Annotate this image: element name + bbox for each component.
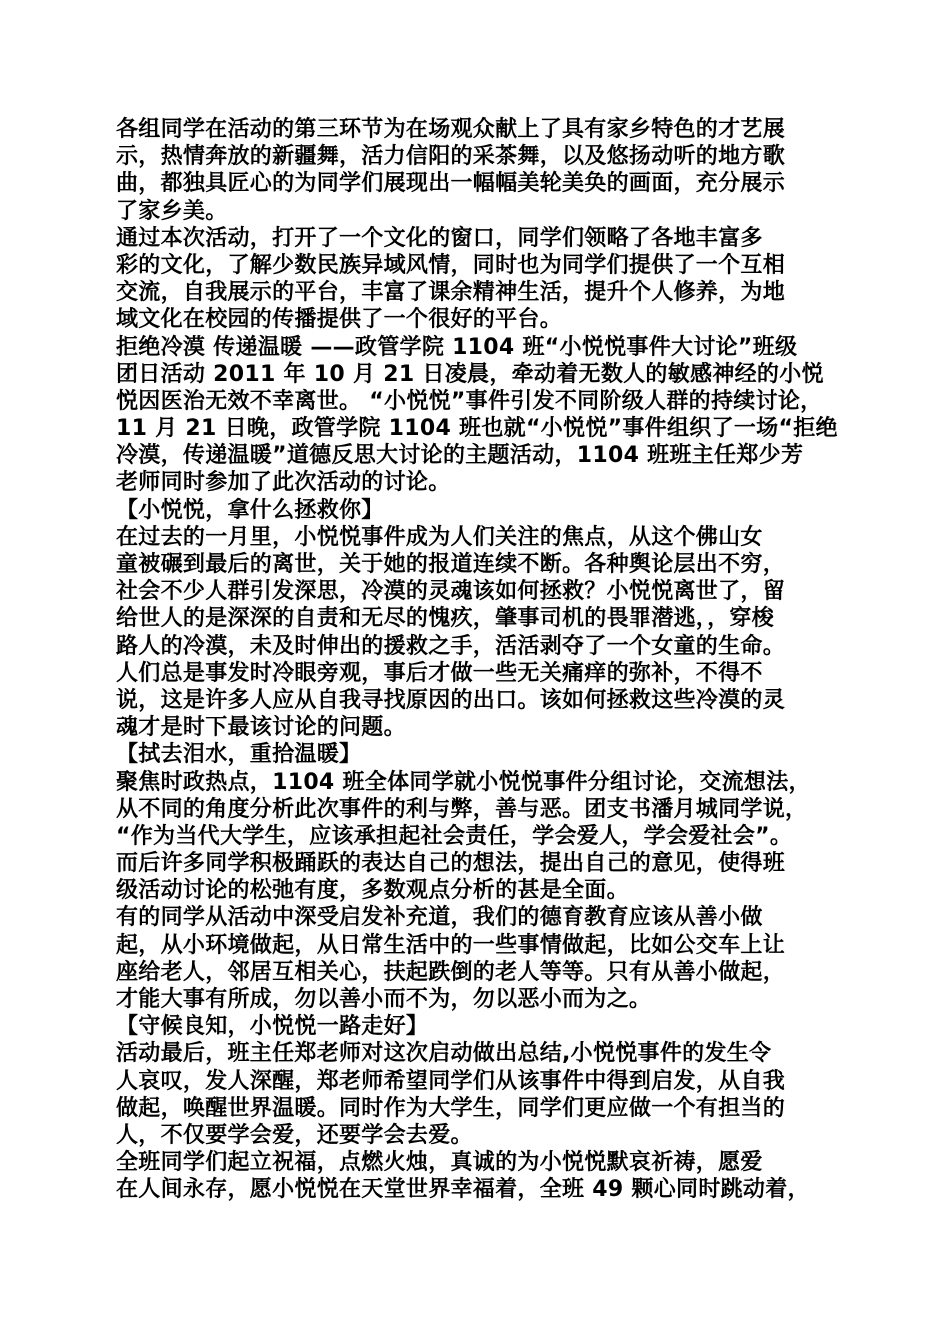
text-line: 曲，都独具匠心的为同学们展现出一幅幅美轮美奂的画面，充分展示 (116, 171, 786, 197)
text-line: 在过去的一月里，小悦悦事件成为人们关注的焦点，从这个佛山女 (116, 524, 763, 550)
text-line: 童被碾到最后的离世，关于她的报道连续不断。各种舆论层出不穷， (116, 552, 786, 577)
text-line: 了家乡美。 (116, 198, 228, 224)
text-line: 老师同时参加了此次活动的讨论。 (116, 470, 451, 496)
subheading: 【守候良知，小悦悦一路走好】 (116, 1014, 429, 1040)
text-line: 人哀叹，发人深醒，郑老师希望同学们从该事件中得到启发，从自我 (116, 1068, 786, 1094)
text-line: 团日活动 2011 年 10 月 21 日凌晨，牵动着无数人的敏感神经的小悦 (116, 361, 824, 387)
text-line: 域文化在校园的传播提供了一个很好的平台。 (116, 307, 563, 333)
text-line: 11 月 21 日晚，政管学院 1104 班也就“小悦悦”事件组织了一场“拒绝 (116, 416, 838, 442)
text-line: 给世人的是深深的自责和无尽的愧疚，肇事司机的畏罪潜逃，，穿梭 (116, 606, 775, 632)
text-line: 人，不仅要学会爱，还要学会去爱。 (116, 1122, 473, 1148)
document-body (116, 116, 842, 1204)
text-line: 人们总是事发时冷眼旁观，事后才做一些无关痛痒的弥补，不得不 (116, 660, 763, 686)
text-line: 交流，自我展示的平台，丰富了课余精神生活，提升个人修养，为地 (116, 280, 786, 306)
text-line: 彩的文化，了解少数民族异域风情，同时也为同学们提供了一个互相 (116, 252, 786, 278)
text-line: “作为当代大学生，应该承担起社会责任，学会爱人，学会爱社会”。 (116, 823, 793, 849)
text-line: 全班同学们起立祝福，点燃火烛，真诚的为小悦悦默哀祈祷，愿爱 (116, 1150, 763, 1176)
section-title-line: 拒绝冷漠 传递温暖 ——政管学院 1104 班“小悦悦事件大讨论”班级 (116, 334, 798, 360)
subheading: 【拭去泪水，重拾温暖】 (116, 742, 362, 768)
text-line: 通过本次活动，打开了一个文化的窗口，同学们领略了各地丰富多 (116, 225, 763, 251)
text-line: 冷漠，传递温暖”道德反思大讨论的主题活动，1104 班班主任郑少芳 (116, 443, 804, 469)
subheading: 【小悦悦，拿什么拯救你】 (116, 497, 384, 523)
text-line: 而后许多同学积极踊跃的表达自己的想法，提出自己的意见，使得班 (116, 851, 786, 877)
text-line: 起，从小环境做起，从日常生活中的一些事情做起，比如公交车上让 (116, 932, 786, 958)
text-line: 路人的冷漠，未及时伸出的援救之手，活活剥夺了一个女童的生命。 (116, 633, 786, 659)
text-line: 各组同学在活动的第三环节为在场观众献上了具有家乡特色的才艺展 (116, 117, 786, 142)
text-line: 在人间永存，愿小悦悦在天堂世界幸福着，全班 49 颗心同时跳动着， (116, 1177, 810, 1203)
text-line: 说，这是许多人应从自我寻找原因的出口。该如何拯救这些冷漠的灵 (116, 687, 786, 713)
text-line: 有的同学从活动中深受启发补充道，我们的德育教育应该从善小做 (116, 905, 763, 931)
text-line: 魂才是时下最该讨论的问题。 (116, 715, 406, 741)
text-line: 聚焦时政热点，1104 班全体同学就小悦悦事件分组讨论，交流想法， (116, 769, 811, 795)
text-line: 座给老人，邻居互相关心，扶起跌倒的老人等等。只有从善小做起， (116, 959, 786, 985)
text-line: 活动最后，班主任郑老师对这次启动做出总结,小悦悦事件的发生令 (116, 1041, 772, 1067)
text-line: 从不同的角度分析此次事件的利与弊，善与恶。团支书潘月城同学说， (116, 796, 808, 822)
text-line: 社会不少人群引发深思，冷漠的灵魂该如何拯救？小悦悦离世了，留 (116, 579, 786, 605)
text-line: 悦因医治无效不幸离世。 “小悦悦”事件引发不同阶级人群的持续讨论， (116, 388, 823, 414)
text-line: 做起，唤醒世界温暖。同时作为大学生，同学们更应做一个有担当的 (116, 1095, 786, 1121)
text-line: 才能大事有所成，勿以善小而不为，勿以恶小而为之。 (116, 987, 652, 1012)
text-line: 级活动讨论的松弛有度，多数观点分析的甚是全面。 (116, 878, 629, 904)
text-line: 示，热情奔放的新疆舞，活力信阳的采茶舞，以及悠扬动听的地方歌 (116, 144, 786, 170)
